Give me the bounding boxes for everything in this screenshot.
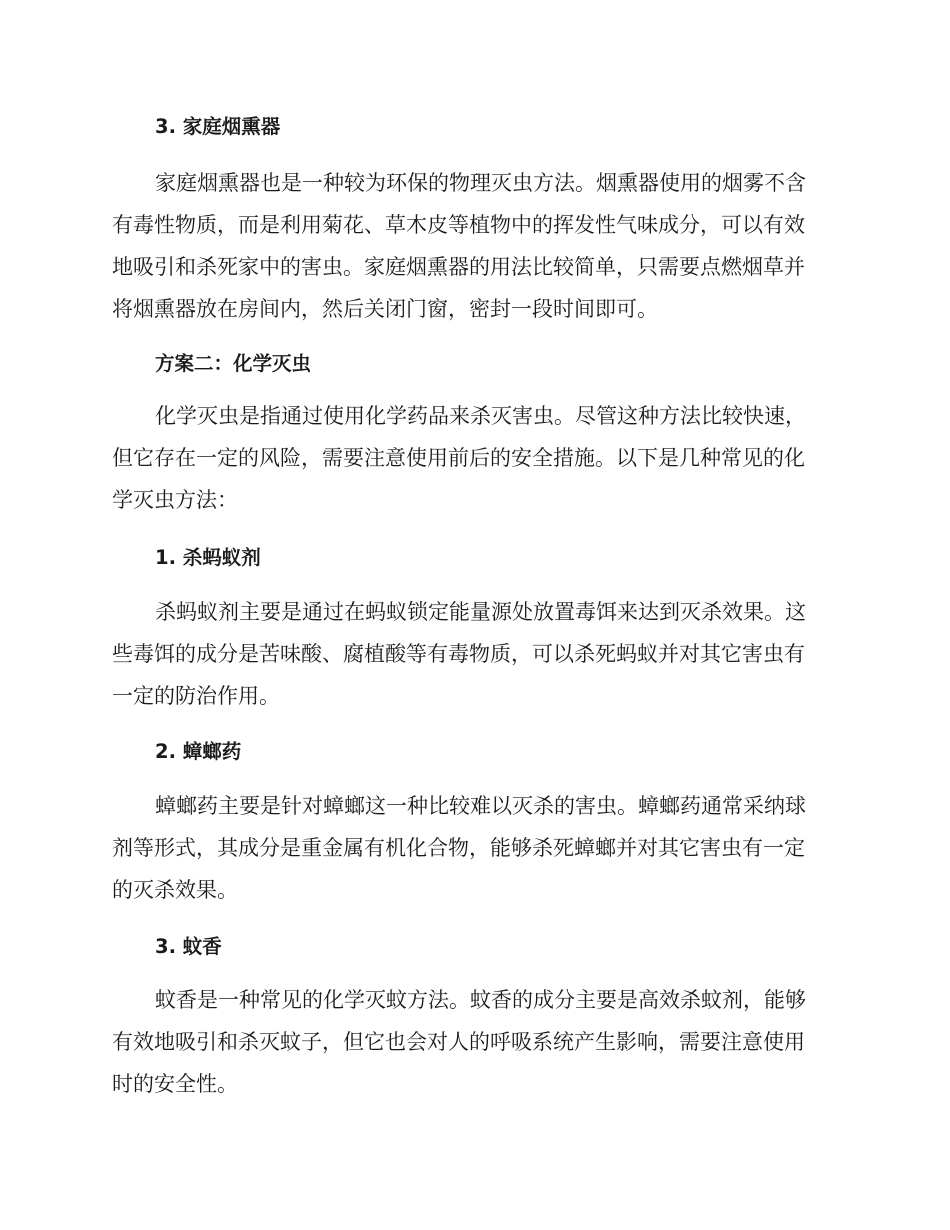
paragraph-line: 杀蚂蚁剂主要是通过在蚂蚁锁定能量源处放置毒饵来达到灭杀效果。这 bbox=[155, 600, 806, 624]
section-heading-mosquito-coil: 3. 蚊香 bbox=[155, 935, 222, 958]
paragraph-line: 化学灭虫是指通过使用化学药品来杀灭害虫。尽管这种方法比较快速， bbox=[155, 404, 806, 428]
paragraph-line: 蟑螂药主要是针对蟑螂这一种比较难以灭杀的害虫。蟑螂药通常采纳球 bbox=[155, 794, 806, 818]
paragraph-line: 剂等形式，其成分是重金属有机化合物，能够杀死蟑螂并对其它害虫有一定 bbox=[112, 836, 805, 860]
section-heading-chemical: 方案二：化学灭虫 bbox=[155, 352, 312, 375]
paragraph-smoker bbox=[112, 162, 832, 330]
paragraph-line: 但它存在一定的风险，需要注意使用前后的安全措施。以下是几种常见的化 bbox=[112, 446, 805, 470]
paragraph-line: 的灭杀效果。 bbox=[112, 878, 238, 902]
section-heading-ant-killer: 1. 杀蚂蚁剂 bbox=[155, 546, 261, 569]
paragraph-ant-killer bbox=[112, 591, 832, 717]
paragraph-line: 将烟熏器放在房间内，然后关闭门窗，密封一段时间即可。 bbox=[112, 297, 658, 321]
section-heading-smoker: 3. 家庭烟熏器 bbox=[155, 115, 281, 138]
paragraph-line: 学灭虫方法： bbox=[112, 488, 238, 512]
section-heading-cockroach: 2. 蟑螂药 bbox=[155, 740, 242, 763]
paragraph-line: 有效地吸引和杀灭蚊子，但它也会对人的呼吸系统产生影响，需要注意使用 bbox=[112, 1030, 805, 1054]
paragraph-mosquito-coil bbox=[112, 979, 832, 1105]
paragraph-line: 家庭烟熏器也是一种较为环保的物理灭虫方法。烟熏器使用的烟雾不含 bbox=[155, 171, 806, 195]
paragraph-cockroach bbox=[112, 785, 832, 911]
paragraph-line: 地吸引和杀死家中的害虫。家庭烟熏器的用法比较简单，只需要点燃烟草并 bbox=[112, 255, 805, 279]
paragraph-line: 有毒性物质，而是利用菊花、草木皮等植物中的挥发性气味成分，可以有效 bbox=[112, 213, 805, 237]
paragraph-chemical bbox=[112, 395, 832, 521]
paragraph-line: 些毒饵的成分是苦味酸、腐植酸等有毒物质，可以杀死蚂蚁并对其它害虫有 bbox=[112, 642, 805, 666]
paragraph-line: 时的安全性。 bbox=[112, 1072, 238, 1096]
paragraph-line: 一定的防治作用。 bbox=[112, 684, 280, 708]
paragraph-line: 蚊香是一种常见的化学灭蚊方法。蚊香的成分主要是高效杀蚊剂，能够 bbox=[155, 988, 806, 1012]
